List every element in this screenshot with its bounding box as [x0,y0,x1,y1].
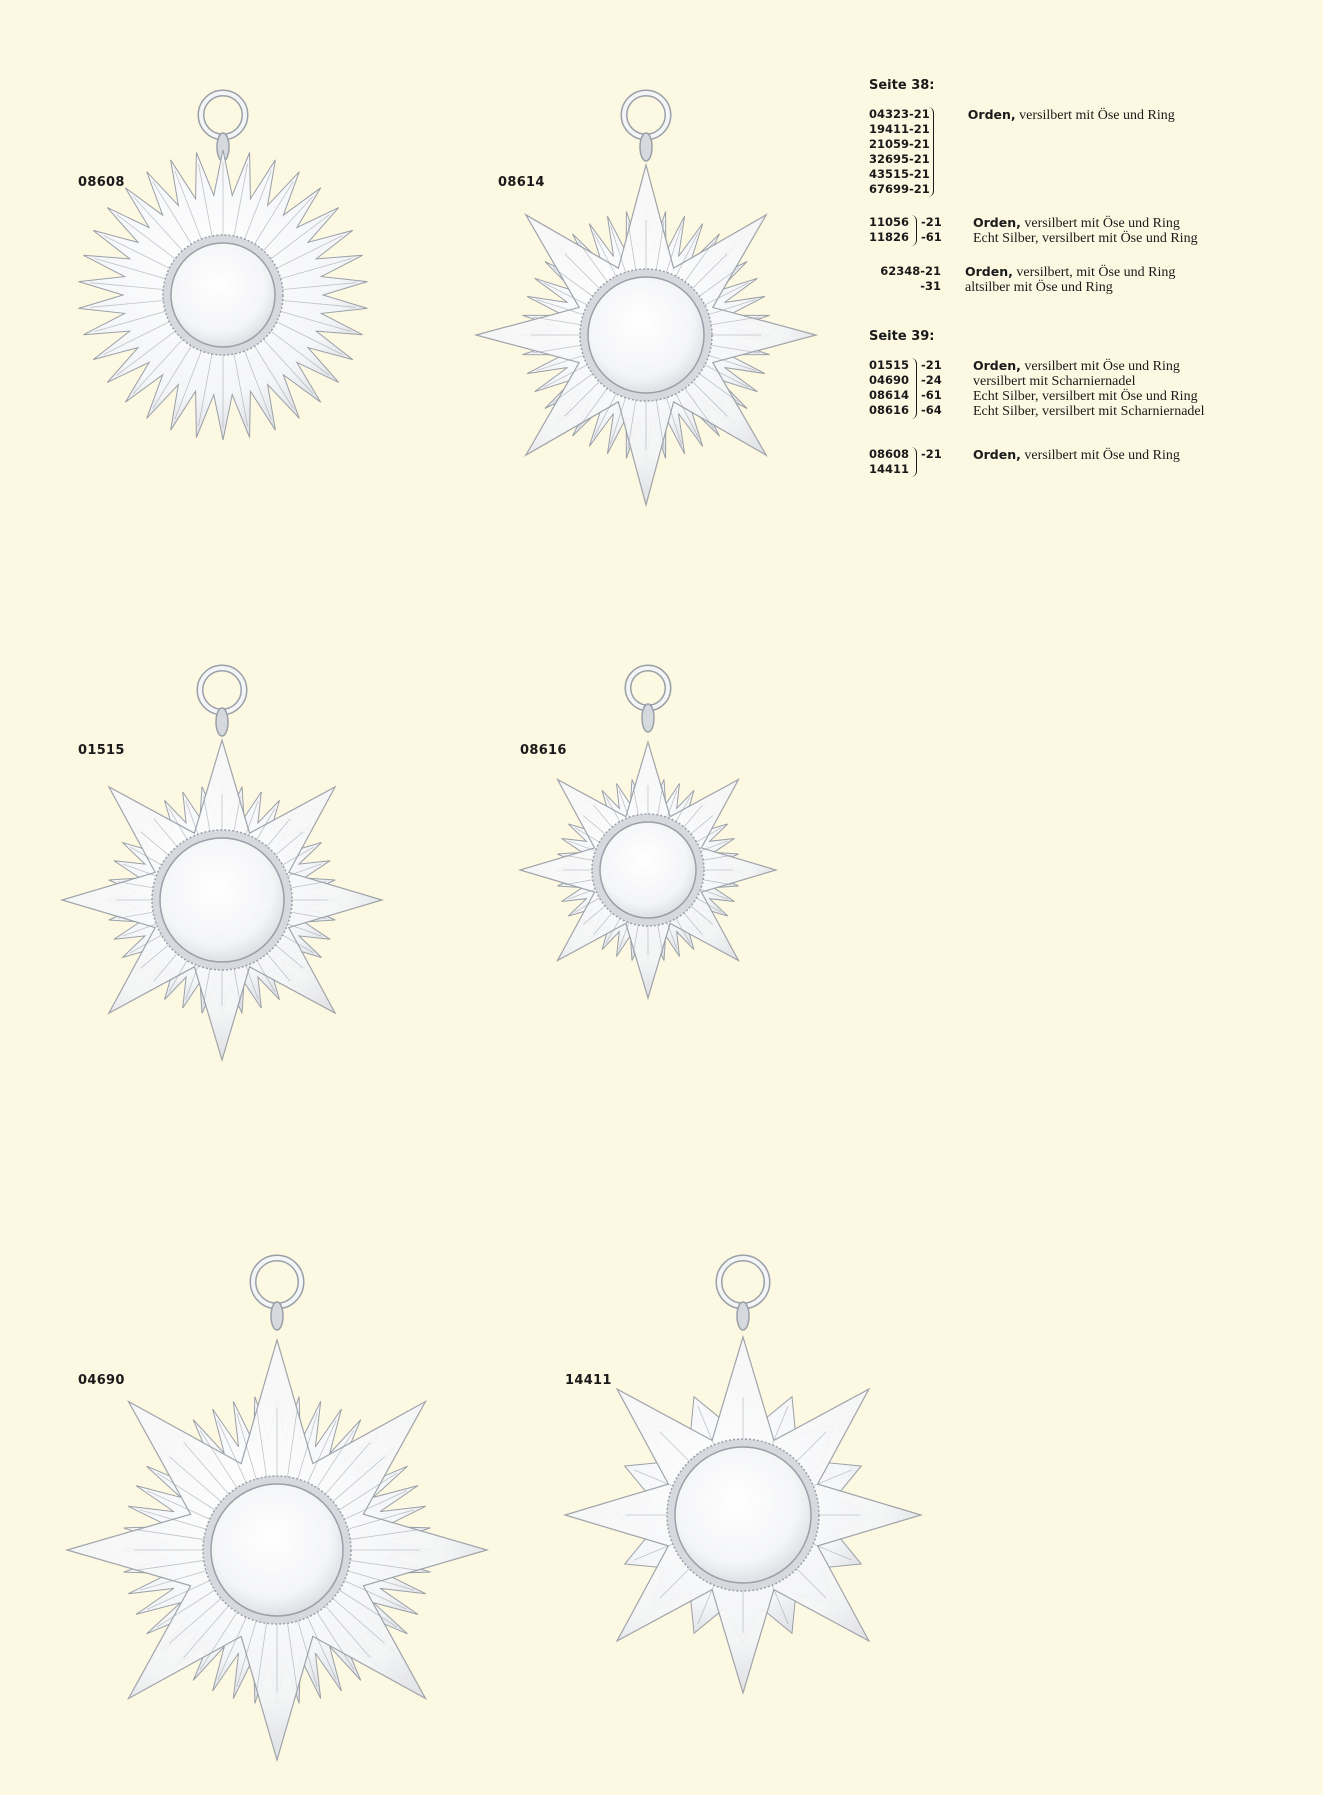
medal-disc [211,1484,343,1616]
code-list [869,358,917,419]
article-code: 08608 [869,447,910,461]
medal-disc [675,1447,811,1583]
article-suffix: -61 [921,230,942,244]
catalog-group-2 [869,215,1319,246]
catalog-list [869,78,1319,489]
description [941,264,1175,295]
medal-08608-image [78,85,368,465]
description [961,447,1180,477]
article-code: 32695-21 [869,152,930,166]
code-list [869,215,917,246]
suffix-list [917,358,961,419]
suffix-list [917,215,961,246]
article-suffix: -21 [921,447,942,461]
description-bold: Orden, [973,215,1021,230]
article-suffix: -21 [921,358,942,372]
article-code: 01515 [869,358,910,372]
article-code: 62348-21 [880,264,941,278]
description [961,358,1205,419]
description [934,107,1175,197]
description-text: versilbert mit Öse und Ring [1015,108,1175,123]
medal-code-08616: 08616 [520,743,567,758]
article-suffix: -64 [921,403,942,417]
medal-disc [160,838,284,962]
article-suffix: -61 [921,388,942,402]
description-text: versilbert mit Öse und Ring [1020,359,1180,374]
code-list [869,107,934,197]
medal-14411-image [563,1250,923,1700]
description-text: Echt Silber, versilbert mit Öse und Ring [973,389,1198,404]
medal-04690-svg [62,1250,492,1790]
description-bold: Orden, [973,447,1021,462]
medal-08616-image [518,660,778,1010]
article-code: 43515-21 [869,167,930,181]
catalog-group-3 [869,264,1319,295]
medal-08614-svg [476,85,816,525]
description-text: versilbert mit Öse und Ring [1020,448,1180,463]
description-text: versilbert mit Scharniernadel [973,374,1136,389]
medal-disc [600,822,696,918]
article-suffix: -21 [921,215,942,229]
description-bold: Orden, [965,264,1013,279]
article-suffix: -24 [921,373,942,387]
section-heading-seite-38: Seite 38: [869,78,935,93]
article-code: 04323-21 [869,107,930,121]
medal-code-08614: 08614 [498,175,545,190]
medal-01515-image [62,660,382,1070]
article-code: 14411 [869,462,910,476]
code-list [869,264,941,295]
article-code: -31 [920,279,941,293]
catalog-group-5 [869,447,1319,477]
medal-08616-svg [518,660,778,1010]
code-list [869,447,917,477]
description-bold: Orden, [973,358,1021,373]
article-code: 08616 [869,403,910,417]
article-code: 11056 [869,215,910,229]
article-code: 04690 [869,373,910,387]
medal-04690-image [62,1250,492,1790]
medal-code-14411: 14411 [565,1373,612,1388]
medal-code-08608: 08608 [78,175,125,190]
description-text: versilbert mit Öse und Ring [1020,216,1180,231]
medal-14411-svg [563,1250,923,1700]
suffix-list [917,447,961,477]
catalog-group-1 [869,107,1319,197]
medal-disc [171,243,275,347]
article-code: 08614 [869,388,910,402]
description [961,215,1198,246]
description-text: altsilber mit Öse und Ring [965,280,1113,295]
article-code: 21059-21 [869,137,930,151]
article-code: 67699-21 [869,182,930,196]
description-bold: Orden, [967,107,1016,122]
description-text: versilbert, mit Öse und Ring [1012,265,1176,280]
medal-01515-svg [62,660,382,1070]
catalog-group-4 [869,358,1319,419]
article-code: 19411-21 [869,122,930,136]
description-text: Echt Silber, versilbert mit Scharniernadel [973,404,1205,419]
medal-code-04690: 04690 [78,1373,125,1388]
medal-disc [588,277,704,393]
medal-08614-image [476,85,816,525]
medal-code-01515: 01515 [78,743,125,758]
description-text: Echt Silber, versilbert mit Öse und Ring [973,231,1198,246]
medal-08608-svg [78,85,368,465]
section-heading-seite-39: Seite 39: [869,329,935,344]
article-code: 11826 [869,230,910,244]
